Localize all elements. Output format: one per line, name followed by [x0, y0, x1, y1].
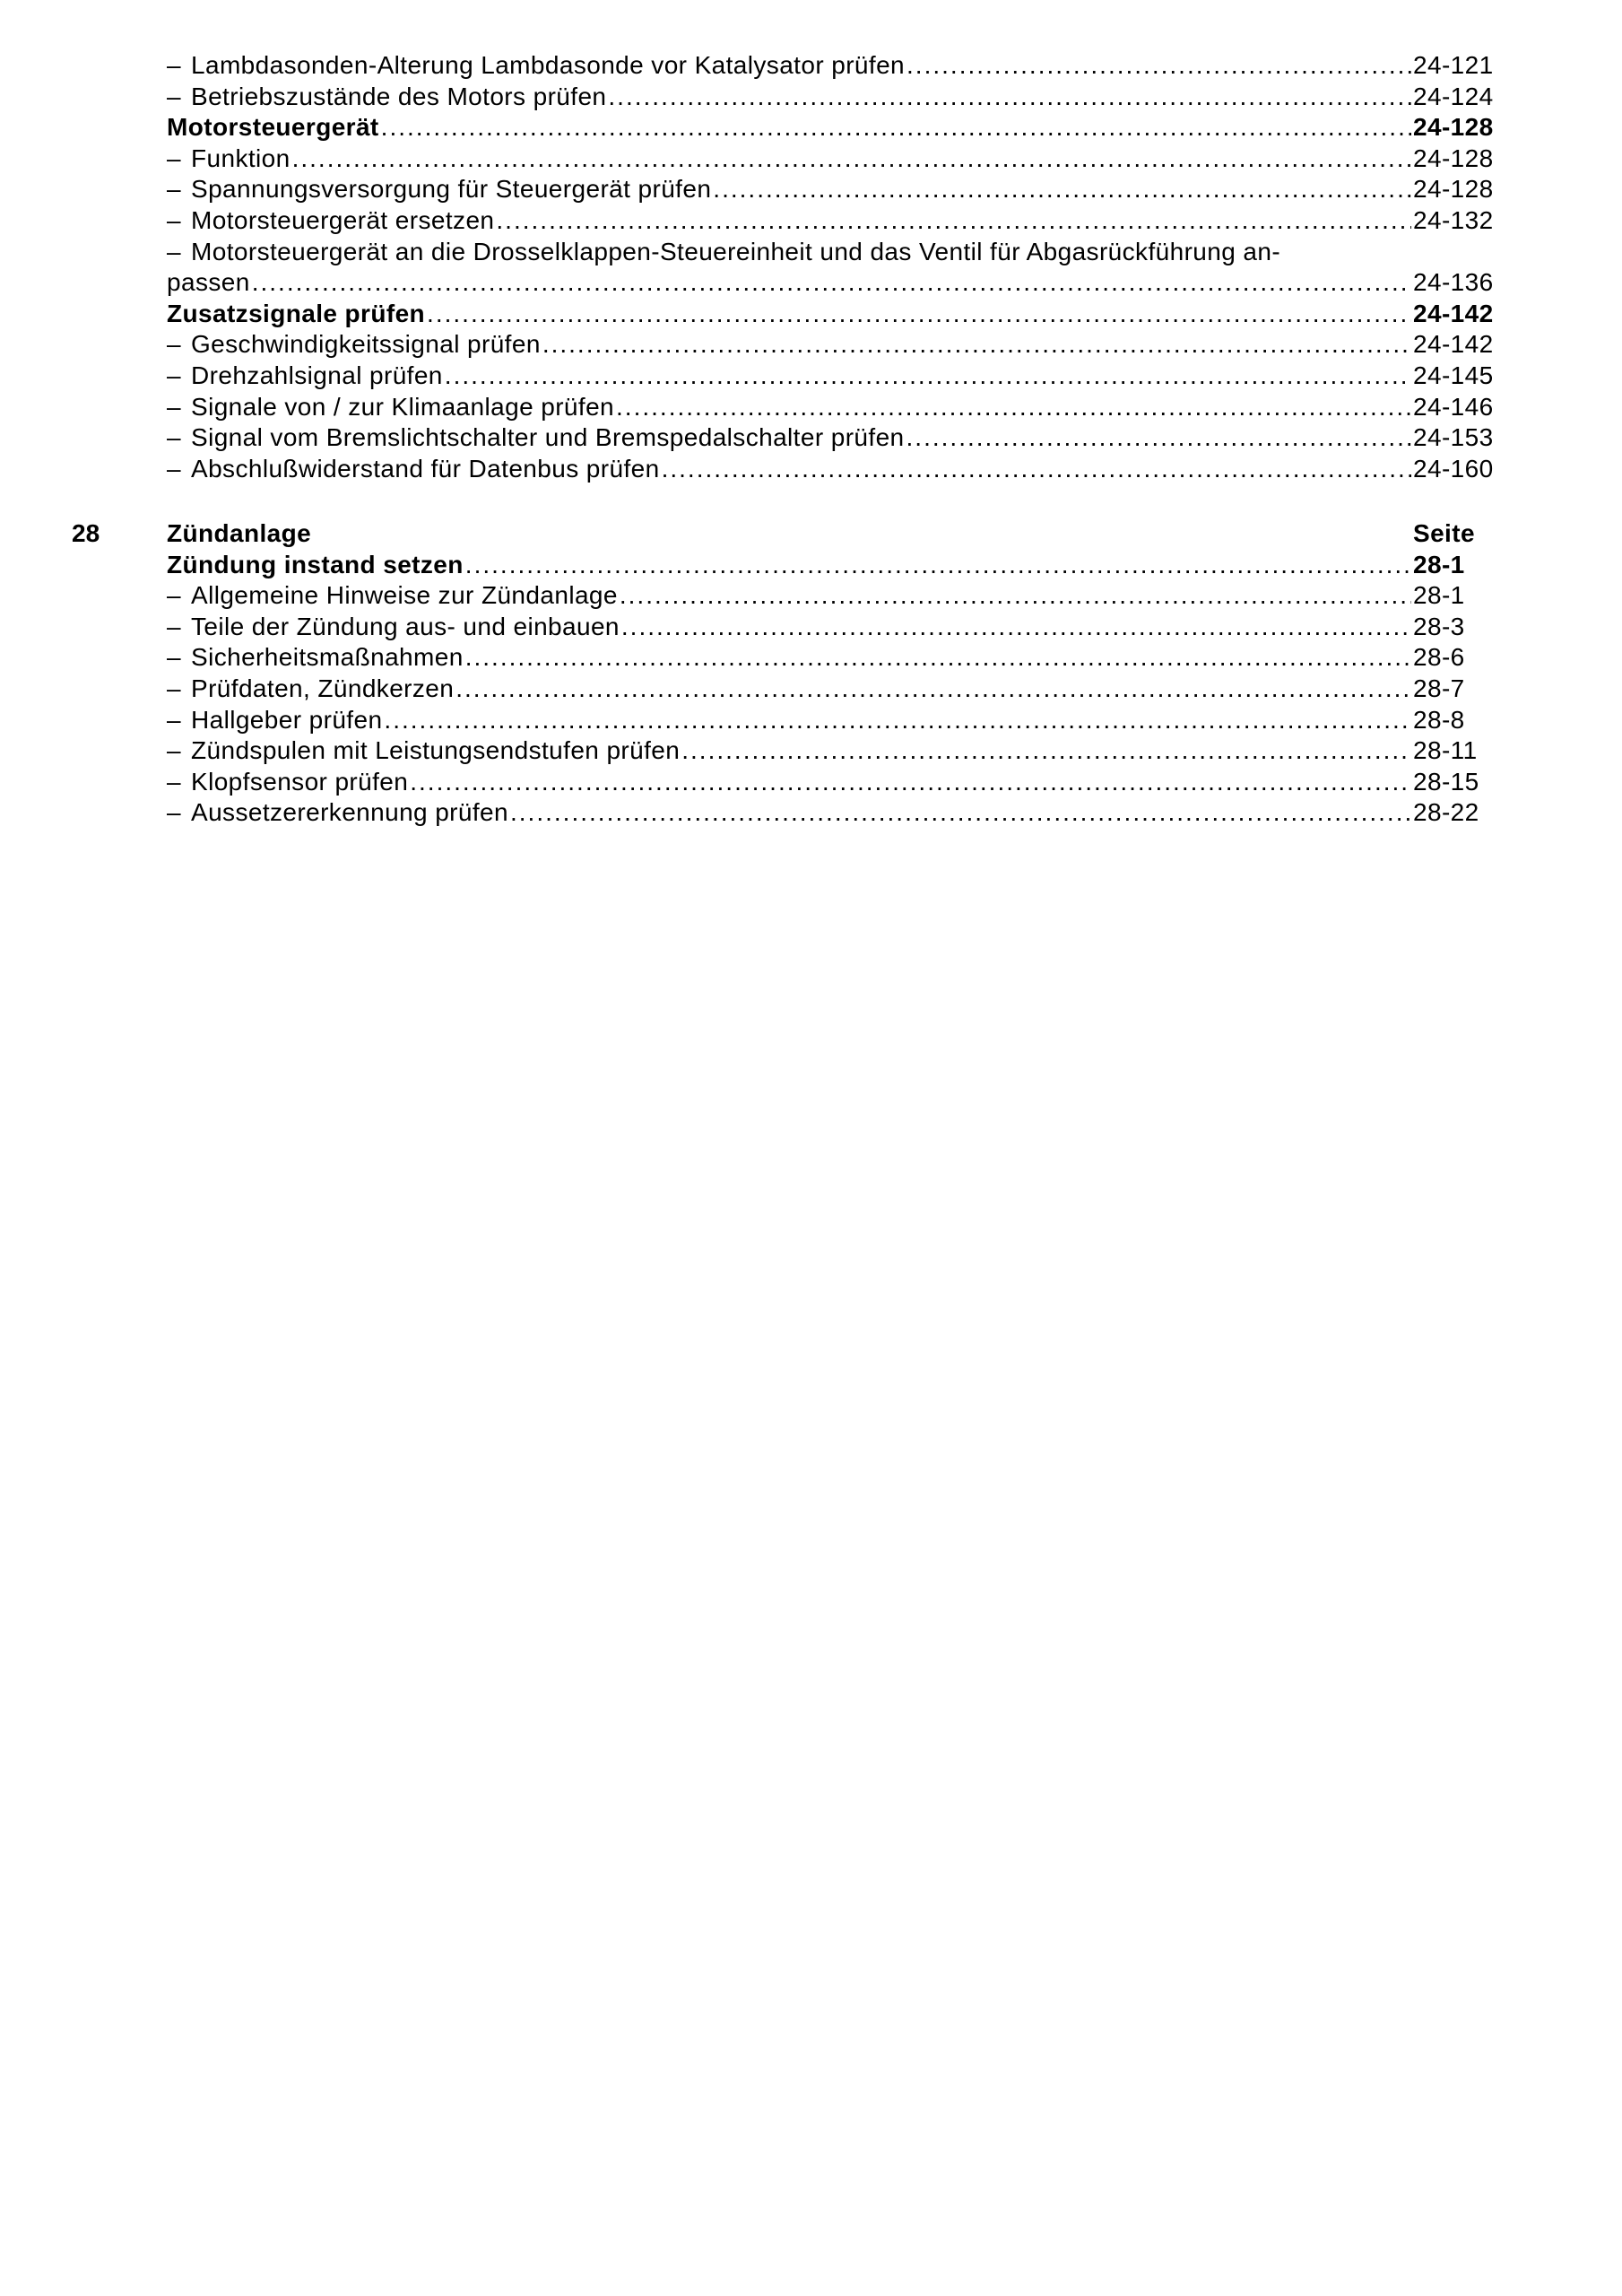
dash-mark: –: [167, 237, 181, 265]
dot-leader: [662, 454, 1411, 485]
toc-entry-label: Geschwindigkeitssignal prüfen: [191, 330, 541, 359]
toc-entry-text: [167, 82, 606, 113]
dot-leader: [455, 674, 1411, 705]
toc-entry-label: Motorsteuergerät: [167, 113, 379, 142]
dash-mark: –: [167, 361, 181, 389]
toc-entry: [167, 705, 1512, 736]
dot-leader: [427, 299, 1411, 330]
toc-entry-text: passen: [167, 268, 250, 297]
dot-leader: [381, 112, 1411, 144]
toc-section-28: [167, 518, 1512, 829]
dot-leader: [620, 580, 1411, 612]
toc-entry-page: 24-136: [1413, 268, 1494, 297]
toc-entry-label: Signal vom Bremslichtschalter und Bremspedalschalter prüfen: [191, 423, 905, 452]
toc-entry-text: [167, 50, 905, 82]
dot-leader: [621, 612, 1411, 643]
toc-heading-entry: [167, 299, 1512, 330]
toc-entry-label: Klopfsensor prüfen: [191, 767, 409, 796]
chapter-title: Zündanlage: [167, 519, 312, 547]
dash-mark: –: [167, 454, 181, 483]
toc-entry-label: Spannungsversorgung für Steuergerät prüfen: [191, 175, 712, 204]
toc-entry: [167, 674, 1512, 705]
dot-leader: [465, 642, 1411, 674]
toc-entry-page: 28-1: [1413, 550, 1465, 578]
toc-entry-label: Lambdasonden-Alterung Lambdasonde vor Katalysator prüfen: [191, 51, 906, 79]
toc-entry-text: [167, 299, 425, 330]
toc-entry-text: [167, 612, 620, 643]
toc-entry-label: Abschlußwiderstand für Datenbus prüfen: [191, 454, 660, 483]
toc-entry-text: [167, 705, 382, 736]
toc-entry-text: [167, 329, 541, 361]
toc-entry-page: 28-22: [1413, 798, 1479, 827]
toc-heading-entry: [167, 550, 1512, 581]
toc-entry-text: [167, 454, 660, 485]
dot-leader: [410, 767, 1411, 798]
toc-entry-label: Hallgeber prüfen: [191, 705, 383, 734]
toc-entry-label: Sicherheitsmaßnahmen: [191, 643, 464, 672]
dot-leader: [542, 329, 1411, 361]
toc-entry-text: Motorsteuergerät an die Drosselklappen-Steuereinheit und das Ventil für Abgasrückführung an-: [191, 237, 1281, 265]
toc-entry-page: 24-160: [1413, 454, 1494, 483]
dash-mark: –: [167, 144, 181, 172]
dot-leader: [906, 422, 1411, 454]
toc-entry-text: [167, 205, 494, 237]
toc-entry-page: 28-7: [1413, 674, 1465, 702]
toc-entry: [167, 422, 1512, 454]
toc-entry: [167, 82, 1512, 113]
dot-leader: [616, 392, 1411, 423]
toc-entry: [167, 767, 1512, 798]
toc-entry-text: [167, 580, 618, 612]
toc-entry-page: 24-142: [1413, 330, 1494, 359]
toc-entry-page: 28-15: [1413, 767, 1479, 796]
dot-leader: [496, 205, 1411, 237]
dash-mark: –: [167, 736, 181, 765]
toc-entry-text: [167, 422, 905, 454]
page-column-label: Seite: [1413, 519, 1475, 547]
toc-entry-page: 24-128: [1413, 113, 1494, 142]
toc-entry-page: 28-11: [1413, 736, 1478, 765]
toc-list: [167, 550, 1512, 829]
dot-leader: [510, 797, 1411, 829]
dot-leader: [681, 735, 1411, 767]
toc-entry-page: 24-128: [1413, 175, 1494, 204]
dash-mark: –: [167, 175, 181, 204]
toc-section-24: [167, 50, 1512, 484]
dash-mark: –: [167, 82, 181, 110]
toc-entry-line: [167, 237, 1512, 268]
chapter-number: 28: [72, 519, 100, 547]
toc-entry-page: 24-153: [1413, 423, 1494, 452]
toc-entry: [167, 612, 1512, 643]
toc-entry-wrapped: [167, 237, 1512, 299]
toc-entry-label: Zusatzsignale prüfen: [167, 299, 426, 327]
toc-entry-text: [167, 112, 379, 144]
dot-leader: [445, 361, 1411, 392]
toc-entry-page: 28-3: [1413, 612, 1465, 640]
toc-entry-page: 24-121: [1413, 51, 1494, 79]
toc-list: [167, 50, 1512, 237]
toc-entry-text: [167, 642, 464, 674]
toc-entry-page: 24-142: [1413, 299, 1494, 327]
dash-mark: –: [167, 581, 181, 610]
toc-entry-label: Zündung instand setzen: [167, 550, 464, 578]
dash-mark: –: [167, 798, 181, 827]
toc-entry-text: [167, 767, 408, 798]
toc-heading-entry: [167, 112, 1512, 144]
toc-entry-text: [167, 735, 680, 767]
dot-leader: [906, 50, 1411, 82]
toc-entry-text: [167, 674, 454, 705]
toc-entry: [167, 205, 1512, 237]
toc-entry-text: [167, 144, 291, 175]
toc-entry: [167, 642, 1512, 674]
toc-entry: [167, 174, 1512, 205]
toc-entry-page: 28-6: [1413, 643, 1465, 672]
toc-entry-label: Prüfdaten, Zündkerzen: [191, 674, 455, 702]
toc-entry: [167, 361, 1512, 392]
toc-entry-text: [167, 392, 614, 423]
dash-mark: –: [167, 643, 181, 672]
toc-entry-text: [167, 797, 508, 829]
chapter-header: [167, 518, 1512, 550]
toc-entry: [167, 50, 1512, 82]
dash-mark: –: [167, 612, 181, 640]
toc-entry-page: 24-132: [1413, 205, 1494, 234]
dash-mark: –: [167, 330, 181, 359]
toc-entry-page: 24-124: [1413, 82, 1494, 110]
dot-leader: [713, 174, 1411, 205]
toc-entry-text: [167, 550, 464, 581]
toc-entry-label: Zündspulen mit Leistungsendstufen prüfen: [191, 736, 681, 765]
toc-entry-text: [167, 174, 711, 205]
dash-mark: –: [167, 767, 181, 796]
dot-leader: [252, 267, 1411, 299]
toc-entry-page: 28-1: [1413, 581, 1465, 610]
toc-entry: [167, 392, 1512, 423]
dash-mark: –: [167, 51, 181, 79]
toc-entry: [167, 797, 1512, 829]
dot-leader: [384, 705, 1411, 736]
toc-entry-label: Aussetzererkennung prüfen: [191, 798, 508, 827]
toc-entry-page: 24-145: [1413, 361, 1494, 389]
toc-entry-label: Drehzahlsignal prüfen: [191, 361, 443, 389]
toc-entry: [167, 735, 1512, 767]
toc-entry-text: [167, 361, 443, 392]
toc-entry-page: 24-128: [1413, 144, 1494, 172]
toc-entry-label: Motorsteuergerät ersetzen: [191, 205, 495, 234]
dot-leader: [608, 82, 1411, 113]
toc-entry-page: 28-8: [1413, 705, 1465, 734]
toc-entry: [167, 329, 1512, 361]
dash-mark: –: [167, 674, 181, 702]
dash-mark: –: [167, 423, 181, 452]
dash-mark: –: [167, 705, 181, 734]
toc-entry-label: Allgemeine Hinweise zur Zündanlage: [191, 581, 618, 610]
toc-entry-line: [167, 267, 1512, 299]
toc-entry-label: Betriebszustände des Motors prüfen: [191, 82, 607, 110]
toc-entry-label: Signale von / zur Klimaanlage prüfen: [191, 392, 615, 421]
dash-mark: –: [167, 392, 181, 421]
toc-entry-label: Funktion: [191, 144, 291, 172]
toc-entry: [167, 144, 1512, 175]
toc-entry: [167, 580, 1512, 612]
toc-entry-label: Teile der Zündung aus- und einbauen: [191, 612, 620, 640]
toc-entry: [167, 454, 1512, 485]
toc-entry-page: 24-146: [1413, 392, 1494, 421]
dot-leader: [292, 144, 1411, 175]
dash-mark: –: [167, 205, 181, 234]
toc-list: [167, 299, 1512, 485]
dot-leader: [465, 550, 1411, 581]
